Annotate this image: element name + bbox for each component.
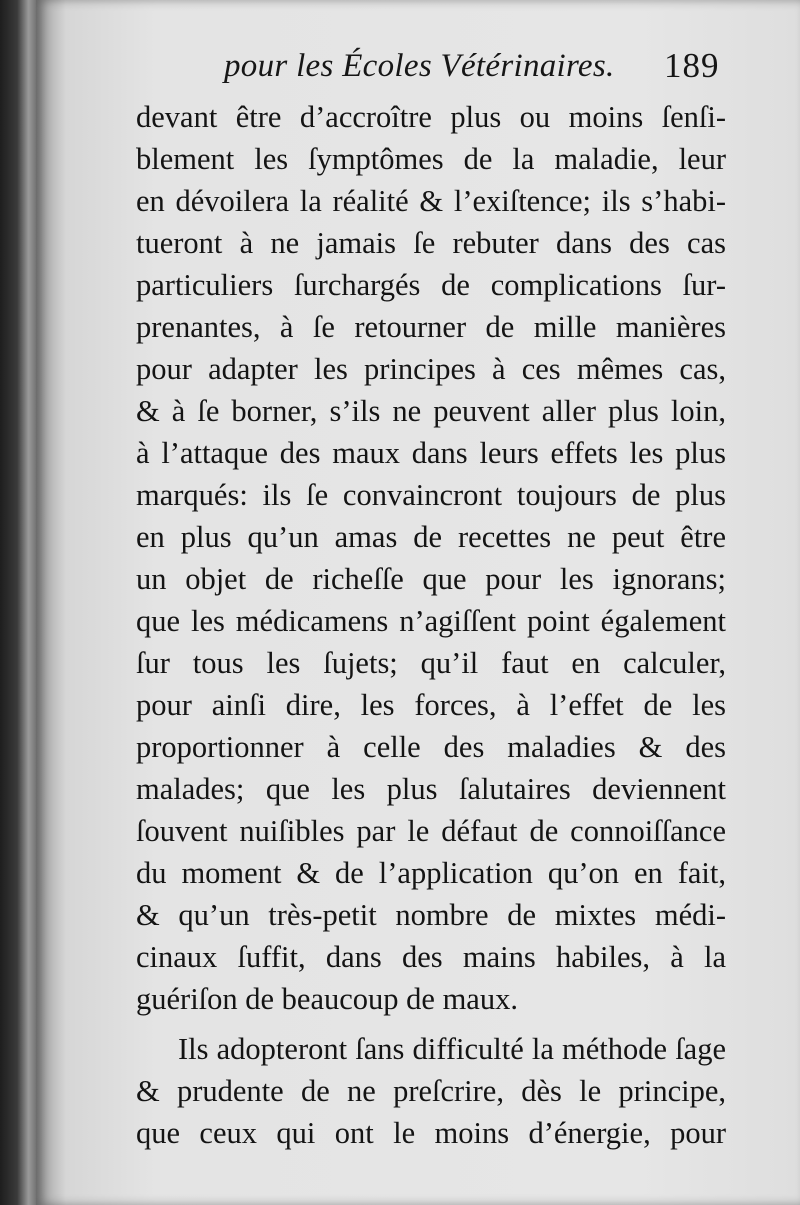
text-line: à l’attaque des maux dans leurs effets les plus xyxy=(136,436,726,470)
text-line: en dévoilera la réalité & l’exiſtence; ils s’habi- xyxy=(136,184,726,218)
text-line: en plus qu’un amas de recettes ne peut être xyxy=(136,520,726,554)
text-line: ſouvent nuiſibles par le défaut de connoiſſance xyxy=(136,814,726,848)
book-page xyxy=(36,0,800,1205)
text-line: prenantes, à ſe retourner de mille manières xyxy=(136,310,726,344)
text-line: un objet de richeſſe que pour les ignorans; xyxy=(136,562,726,596)
text-line: ſur tous les ſujets; qu’il faut en calculer, xyxy=(136,646,726,680)
text-line: que les médicamens n’agiſſent point également xyxy=(136,604,726,638)
body-text xyxy=(136,96,726,1154)
text-line: & prudente de ne preſcrire, dès le principe, xyxy=(136,1074,726,1108)
page-number: 189 xyxy=(664,46,720,85)
text-line: que ceux qui ont le moins d’énergie, pour xyxy=(136,1116,726,1150)
text-line: pour ainſi dire, les forces, à l’effet de les xyxy=(136,688,726,722)
text-line: du moment & de l’application qu’on en fait, xyxy=(136,856,726,890)
running-head xyxy=(36,42,800,92)
text-line: marqués: ils ſe convaincront toujours de plus xyxy=(136,478,726,512)
paragraph-1 xyxy=(136,96,726,1020)
running-title: pour les Écoles Vétérinaires. xyxy=(224,48,615,84)
text-line: tueront à ne jamais ſe rebuter dans des cas xyxy=(136,226,726,260)
text-line: pour adapter les principes à ces mêmes cas, xyxy=(136,352,726,386)
text-line: cinaux ſuffit, dans des mains habiles, à la xyxy=(136,940,726,974)
book-gutter xyxy=(0,0,38,1205)
text-line: proportionner à celle des maladies & des xyxy=(136,730,726,764)
paragraph-gap xyxy=(136,1020,726,1028)
text-line: devant être d’accroître plus ou moins ſenſi- xyxy=(136,100,726,134)
text-line: guériſon de beaucoup de maux. xyxy=(136,982,518,1016)
text-line: & qu’un très-petit nombre de mixtes médi- xyxy=(136,898,726,932)
text-line: malades; que les plus ſalutaires deviennent xyxy=(136,772,726,806)
text-line: Ils adopteront ſans difficulté la méthode ſage xyxy=(178,1032,726,1066)
paragraph-2 xyxy=(136,1028,726,1154)
text-line: & à ſe borner, s’ils ne peuvent aller plus loin, xyxy=(136,394,726,428)
text-line: blement les ſymptômes de la maladie, leur xyxy=(136,142,726,176)
text-line: particuliers ſurchargés de complications ſur- xyxy=(136,268,726,302)
